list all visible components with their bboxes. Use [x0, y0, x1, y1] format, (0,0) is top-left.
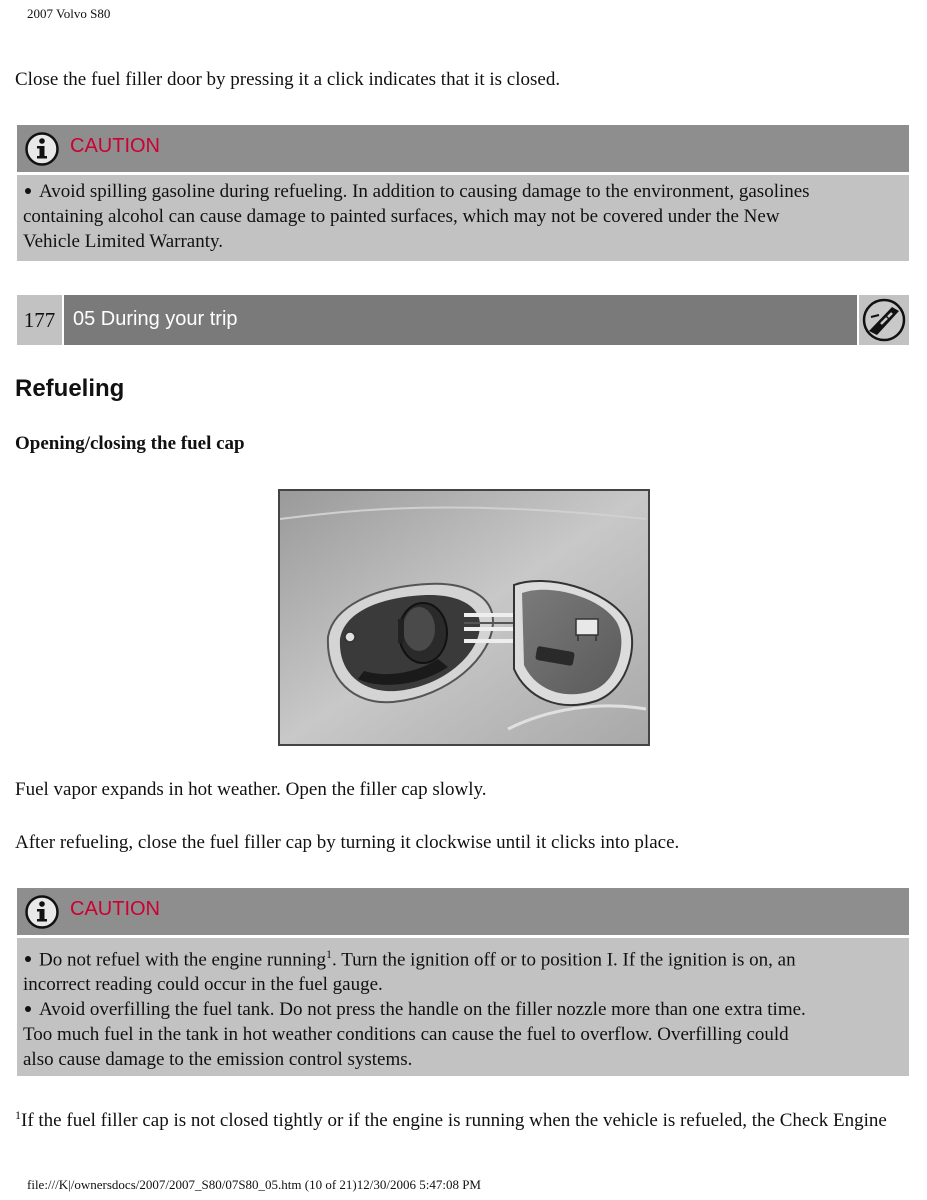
- paragraph-close-cap: After refueling, close the fuel filler cap by turning it clockwise until it clicks into place.: [15, 832, 680, 853]
- caution-item: Do not refuel with the engine running$^1$. Turn the ignition off or to position I. If the ignition is on, an: [23, 942, 903, 972]
- info-icon: [25, 132, 59, 166]
- source-url: file:///K|/ownersdocs/2007/2007_S80/07S80_05.htm (10 of 21)12/30/2006 5:47:08 PM: [27, 1177, 481, 1192]
- caution-box-1: [17, 125, 909, 261]
- footnote-marker: 1: [15, 1108, 21, 1122]
- section-title: Refueling: [15, 375, 125, 402]
- info-icon: [25, 895, 59, 929]
- paragraph-fuel-vapor: Fuel vapor expands in hot weather. Open the filler cap slowly.: [15, 779, 487, 800]
- document-header: 2007 Volvo S80: [27, 6, 111, 21]
- chapter-title: 05 During your trip: [64, 295, 857, 345]
- page-number: 177: [17, 295, 62, 345]
- caution-item: Avoid spilling gasoline during refueling. In addition to causing damage to the environment, gasolines: [23, 179, 903, 204]
- section-subtitle: Opening/closing the fuel cap: [15, 433, 245, 454]
- caution-header: [17, 888, 909, 935]
- chapter-bar: [17, 295, 909, 345]
- caution-body: Do not refuel with the engine running$^1$. Turn the ignition off or to position I. If the ignition is on, an incorrect reading could occur in the fuel gauge. Avoid overfilling the fuel tank. Do not press the handle on the filler nozzle more than one extra time. Too much fuel in the tank in hot weather conditions can cause the fuel to overflow. Overfilling could also cause damage to the emission control systems.: [17, 938, 909, 1078]
- footnote: $^1$If the fuel filler cap is not closed tightly or if the engine is running when the vehicle is refueled, the Check Engine: [15, 1108, 887, 1131]
- road-icon: [859, 295, 909, 345]
- bullet-icon: [25, 1006, 31, 1012]
- bullet-icon: [25, 956, 31, 962]
- caution-title: CAUTION: [70, 898, 160, 920]
- footnote-ref[interactable]: 1: [326, 947, 333, 961]
- caution-body: Avoid spilling gasoline during refueling. In addition to causing damage to the environment, gasolines containing alcohol can cause damage to painted surfaces, which may not be covered under the New Vehicle Limited Warranty.: [17, 175, 909, 260]
- caution-item: Avoid overfilling the fuel tank. Do not press the handle on the filler nozzle more than one extra time.: [23, 997, 903, 1022]
- fuel-cap-illustration: [278, 489, 650, 746]
- caution-title: CAUTION: [70, 135, 160, 157]
- intro-paragraph: Close the fuel filler door by pressing it a click indicates that it is closed.: [15, 69, 561, 90]
- caution-box-2: [17, 888, 909, 1076]
- bullet-icon: [25, 188, 31, 194]
- caution-header: [17, 125, 909, 172]
- chapter-icon-box: [859, 295, 909, 345]
